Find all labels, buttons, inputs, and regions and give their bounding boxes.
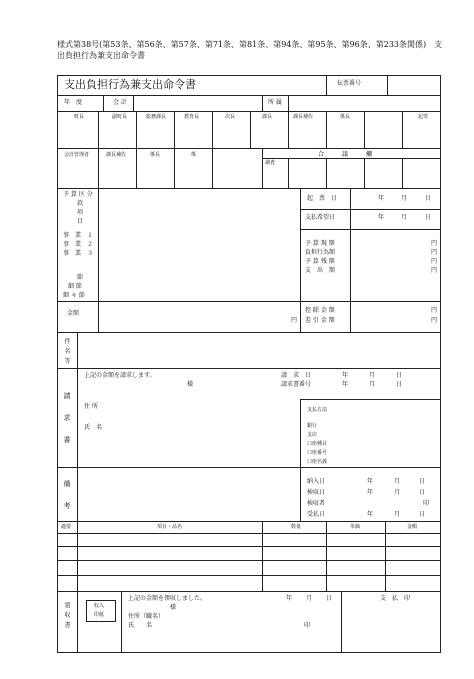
invoice-date-year: 年 xyxy=(342,372,349,379)
draft-date-label: 起 票 日 xyxy=(307,195,338,202)
commitment-amount-label: 負担行為額 xyxy=(305,249,336,256)
inspection-day: 日 xyxy=(419,489,426,496)
delivery-month: 月 xyxy=(394,478,401,485)
invoice-vertical-label: 請 求 書 xyxy=(63,392,71,447)
budget-project2-label: 事 業 ２ xyxy=(63,241,94,248)
inspection-year: 年 xyxy=(367,489,374,496)
yen-3: 円 xyxy=(431,258,438,265)
payment-seal-label: 支 払 印 xyxy=(380,595,411,602)
approver-accounting-manager: 会計管理者 xyxy=(64,152,90,158)
receipt-name-label: 氏 名 xyxy=(128,622,153,629)
form-title: 支出負担行為兼支出命令書 xyxy=(64,78,196,91)
bank-label: 銀行 xyxy=(307,423,318,429)
approver-superintendent: 教育長 xyxy=(184,114,200,120)
approver-assistant-chief: 課長補佐 xyxy=(293,114,314,120)
inspector-label: 検収者 xyxy=(307,500,326,507)
deduct-yen: 円 xyxy=(431,307,438,314)
receipt-day: 日 xyxy=(326,595,333,602)
invoice-number-day: 日 xyxy=(396,381,403,388)
amount-label: 金額 xyxy=(67,310,80,317)
approver-deputy-mayor: 副町長 xyxy=(112,114,128,120)
payment-date-month: 月 xyxy=(401,214,408,221)
table-header-amount: 金額 xyxy=(407,524,418,530)
table-header-item: 項目・品名 xyxy=(157,524,183,530)
yen-2: 円 xyxy=(431,249,438,256)
approver-drafter: 起票 xyxy=(418,114,429,120)
net-yen: 円 xyxy=(431,317,438,324)
approver2-assistant-chief: 課長補佐 xyxy=(106,152,127,158)
account-type-label: 口座種目 xyxy=(307,441,328,447)
expenditure-label: 支 出 額 xyxy=(305,267,336,274)
yen-1: 円 xyxy=(431,240,438,247)
receipt-sama: 様 xyxy=(170,604,177,611)
invoice-date-month: 月 xyxy=(369,372,376,379)
invoice-date-day: 日 xyxy=(396,372,403,379)
remarks-vertical-label: 備 考 xyxy=(63,480,71,513)
invoice-date-label: 請 求 日 xyxy=(281,372,312,379)
net-amount-label: 差 引 金 額 xyxy=(305,317,335,324)
budget-remaining-label: 予 算 残 額 xyxy=(305,258,335,265)
draft-date-day: 日 xyxy=(425,195,432,202)
branch-label: 支店 xyxy=(307,432,318,438)
payment-method-label: 支払方法 xyxy=(307,407,328,413)
invoice-number-year: 年 xyxy=(342,381,349,388)
amount-yen: 円 xyxy=(291,317,298,324)
receipt-date-label: 受払日 xyxy=(307,511,326,518)
approver-general-affairs: 総務課長 xyxy=(146,114,167,120)
budget-saisetsu-label: 細 節 xyxy=(68,283,82,290)
approver-vice-director: 次長 xyxy=(225,114,236,120)
budget-category-label: 予 算 区 分 xyxy=(63,191,93,198)
budget-project3-label: 事 業 ３ xyxy=(63,250,94,257)
invoice-number-month: 月 xyxy=(369,381,376,388)
revenue-stamp-label-1: 収入 xyxy=(94,603,105,609)
delivery-date-label: 納入日 xyxy=(307,478,326,485)
invoice-intro: 上記の金額を請求します。 xyxy=(84,372,156,379)
approver-mayor: 町長 xyxy=(74,114,85,120)
payment-date-label: 支払希望日 xyxy=(305,214,336,221)
receipt-seal: 印 xyxy=(304,622,311,629)
invoice-number-label: 請求書番号 xyxy=(281,381,312,388)
receipt-address-label: 住所（職名） xyxy=(128,613,165,620)
department-label: 所 属 xyxy=(268,99,282,106)
deduction-label: 控 除 金 額 xyxy=(305,307,335,314)
inspector-seal: 印 xyxy=(423,500,430,507)
draft-date-year: 年 xyxy=(378,195,385,202)
inspection-month: 月 xyxy=(394,489,401,496)
receipt-text: 上記の金額を領収しました。 xyxy=(128,595,207,602)
receipt-date-month: 月 xyxy=(394,511,401,518)
budget-moku-label: 目 xyxy=(77,218,84,225)
invoice-sama: 様 xyxy=(187,381,194,388)
approver2-subsection-chief: 係長 xyxy=(150,152,161,158)
budget-project1-label: 事 業 １ xyxy=(63,232,94,239)
table-header-quantity: 数量 xyxy=(291,524,302,530)
receipt-vertical-label: 領 収 書 xyxy=(63,602,70,629)
budget-current-label: 予 算 現 額 xyxy=(305,240,335,247)
approver-section-chief: 課長 xyxy=(262,114,273,120)
form-note: 様式第38号(第53条、第56条、第57条、第71条、第81条、第94条、第95条、第96条、第233条関係) 支 xyxy=(57,40,443,49)
approver2-investigation: 調査 xyxy=(265,160,276,166)
invoice-name-label: 氏 名 xyxy=(84,424,103,431)
inspection-date-label: 検収日 xyxy=(307,489,326,496)
consultation-column-label: 合 議 欄 xyxy=(318,151,373,158)
account-label: 会 計 xyxy=(113,99,127,106)
receipt-year: 年 xyxy=(286,595,293,602)
delivery-day: 日 xyxy=(419,478,426,485)
account-number-label: 口座番号 xyxy=(307,450,328,456)
budget-saisaisetsu-label: 細 々 節 xyxy=(63,292,85,299)
receipt-month: 月 xyxy=(306,595,313,602)
payment-date-day: 日 xyxy=(425,214,432,221)
invoice-address-label: 住 所 xyxy=(84,403,98,410)
account-holder-label: 口座名義 xyxy=(307,459,328,465)
subject-label: 件 名 等 xyxy=(63,338,70,365)
approver-subsection-chief: 係長 xyxy=(340,114,351,120)
delivery-year: 年 xyxy=(367,478,374,485)
receipt-date-day: 日 xyxy=(419,511,426,518)
receipt-date-year: 年 xyxy=(367,511,374,518)
table-header-unit-price: 単価 xyxy=(350,524,361,530)
table-header-summary: 適要 xyxy=(61,524,72,530)
fiscal-year-label: 年 度 xyxy=(64,99,83,106)
form-note-2: 出負担行為兼支出命令書 xyxy=(57,51,145,60)
budget-kan-label: 款 xyxy=(77,200,84,207)
approver2-staff: 係 xyxy=(191,152,197,158)
budget-setsu-label: 節 xyxy=(77,274,84,281)
yen-4: 円 xyxy=(431,267,438,274)
form-frame xyxy=(57,75,441,653)
draft-date-month: 月 xyxy=(401,195,408,202)
budget-kou-label: 項 xyxy=(77,209,84,216)
revenue-stamp-label-2: 印紙 xyxy=(94,612,105,618)
payment-date-year: 年 xyxy=(378,214,385,221)
slip-number-label: 伝票番号 xyxy=(337,80,362,87)
